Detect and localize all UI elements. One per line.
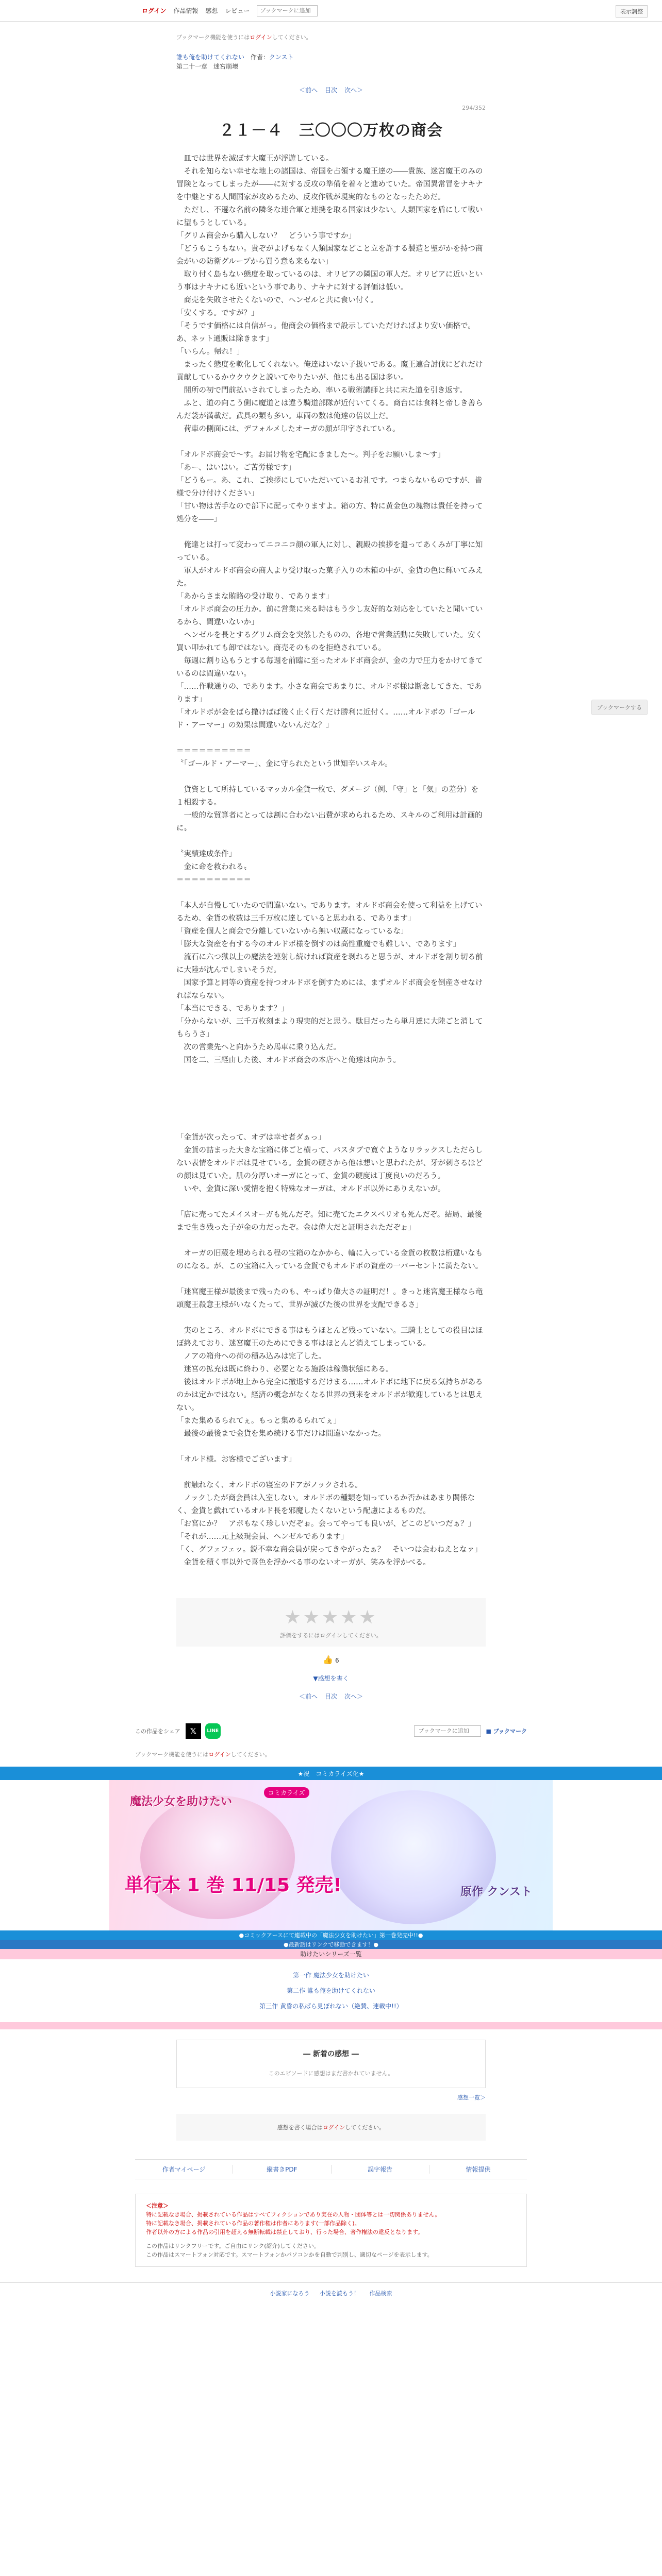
series-links bbox=[0, 1959, 662, 2022]
body-paragraph: 「あー、はいはい。ご苦労様です」 bbox=[176, 464, 296, 472]
rating-box bbox=[176, 1598, 486, 1647]
body-paragraph: 取り付く島もない態度を取っているのは、オリビアの隣国の軍人だ。オリビアに近いという事はナキナにも近いという事であり、ナキナに対する評価は低い。 bbox=[176, 270, 483, 292]
banner-author: 原作 クンスト bbox=[460, 1886, 532, 1899]
main-content bbox=[176, 33, 486, 1701]
notice-box bbox=[135, 2194, 527, 2267]
bookmark-login-link[interactable]: ログイン bbox=[250, 34, 272, 41]
display-settings-button[interactable]: 表示調整 bbox=[616, 5, 648, 18]
prev-link-bottom[interactable]: ＜前へ bbox=[299, 1693, 318, 1700]
info-provide-link[interactable]: 情報提供 bbox=[466, 2166, 491, 2173]
body-paragraph: まったく態度を軟化してくれない。俺達はいない子扱いである。魔王連合討伐にどれだけ貢献しているかウクウクと説いてやりたいが、他にも出る国は多い。 bbox=[176, 361, 483, 382]
bottom-links bbox=[0, 2282, 662, 2306]
body-paragraph bbox=[176, 771, 486, 784]
body-paragraph bbox=[176, 1080, 486, 1093]
notice-line: 作者以外の方による作品の引用を超える無断転載は禁止しており、行った場合、著作権法の違反となります。 bbox=[146, 2229, 424, 2235]
share-bookmark-group bbox=[414, 1725, 527, 1737]
body-paragraph: 「本当にできる、であります？」 bbox=[176, 1005, 289, 1013]
yomou-link[interactable]: 小説を読もう！ bbox=[320, 2290, 359, 2297]
body-paragraph: 「オルドボが金をばら撒けばば後く止く行くだけ勝利に近付く。……オルドボの「ゴールド・アーマー」の効果は間違いないんだな？」 bbox=[176, 708, 475, 730]
body-paragraph bbox=[176, 1196, 486, 1209]
side-bookmark-button[interactable]: ブックマークする bbox=[591, 700, 648, 715]
series-link[interactable]: 第一作 魔法少女を助けたい bbox=[293, 1972, 369, 1979]
body-paragraph: 「それが……元上級現会員、ヘンゼルであります」 bbox=[176, 1533, 349, 1541]
body-paragraph: 俺達とは打って変わってニコニコ顔の軍人に対し、親殿の挨拶を遣ってあくみが丁寧に知っている。 bbox=[176, 541, 483, 562]
bookmark-note2-prefix: ブックマーク機能を使うには bbox=[135, 1751, 209, 1758]
reaction-row bbox=[176, 1655, 486, 1665]
notice-head: ＜注意＞ bbox=[146, 2202, 169, 2209]
nav-works-link[interactable]: 作品情報 bbox=[173, 7, 198, 14]
prev-link[interactable]: ＜前へ bbox=[299, 87, 318, 94]
episode-body bbox=[176, 152, 486, 1569]
body-paragraph: 「甘い物は苦手なので部下に配ってやりますよ。箱の方、特に黄金色の塊物は貴任を持って処分を――」 bbox=[176, 502, 483, 523]
body-paragraph: 「店に売ってたメイスオーガも死んだぞ。知に売てたエクスペリオも死んだぞ。結局、最後まで生き残った子が金の力だったぞ。金は偉大だと証明されただぞぉ」 bbox=[176, 1211, 482, 1232]
body-paragraph: 前触れなく、オルドボの寝室のドアがノックされる。 bbox=[176, 1481, 362, 1489]
nav-login-link[interactable]: ログイン bbox=[142, 7, 167, 14]
pager-bottom bbox=[176, 1692, 486, 1701]
banner-character-left bbox=[140, 1795, 295, 1919]
body-paragraph: 「膨大な資産を有する今のオルドボ様を倒すのは高性重魔でも難しい、であります」 bbox=[176, 940, 460, 948]
body-paragraph bbox=[176, 732, 486, 745]
promo-strip-2[interactable]: ●最新話はリンクで移動できます！● bbox=[0, 1940, 662, 1949]
body-paragraph: いや、金貨に深い愛情を抱く特殊なオーガは、オルドボ以外にありえないが。 bbox=[176, 1185, 445, 1193]
bookmark-note-prefix: ブックマーク機能を使うには bbox=[176, 34, 250, 41]
body-paragraph: ノアの箱舟への荷の積み込みは完了した。 bbox=[176, 1352, 326, 1361]
body-paragraph: 迷宮の拡充は既に終わり、必要となる施設は稼働状態にある。 bbox=[176, 1365, 393, 1374]
series-link[interactable]: 第二作 誰も俺を助けてくれない bbox=[287, 1987, 375, 1994]
body-paragraph: ノックしたが商会員は入室しない。オルドボの種類を知っているか否かはあまり関係なく、金貨と戯れているオルド長を邪魔したくないという配慮によるものだ。 bbox=[176, 1494, 475, 1515]
body-paragraph: ヘンゼルを長とするグリム商会を突然したものの、各地で営業活動に失敗していた。安く買い叩かれても卸ではない。商売そのものを拒絶されている。 bbox=[176, 631, 483, 652]
review-login-box bbox=[176, 2114, 486, 2141]
latest-reviews-box bbox=[176, 2040, 486, 2088]
search-link[interactable]: 作品検索 bbox=[369, 2290, 392, 2297]
work-info bbox=[176, 53, 486, 71]
notice-line: 特に記載なき場合、掲載されている作品の著作権は作者にあります(一部作品除く)。 bbox=[146, 2220, 360, 2227]
thumbs-up-icon[interactable]: 👍 bbox=[323, 1655, 334, 1665]
body-paragraph: 金に命を救われる〟 bbox=[176, 863, 251, 871]
latest-reviews-title: ― 新着の感想 ― bbox=[303, 2050, 359, 2058]
body-paragraph: それを知らない幸せな地上の諸国は、帝国を占領する魔王達の――貴族、迷宮魔王のみの冒険となってしまったが――に対する反攻の準備を着々と進めていた。帝国異常冒をナキナを中継とする人間国家が攻めるため、反攻作戦が現実的なものとなったためだ。 bbox=[176, 167, 483, 201]
body-paragraph bbox=[176, 835, 486, 848]
body-paragraph bbox=[176, 1118, 486, 1131]
author-mypage-link[interactable]: 作者マイページ bbox=[135, 2165, 233, 2174]
body-paragraph: 「そうです価格には自信がっ。他商会の価格まで設示していただければより安い価格で。あ、ネット通販は除きます」 bbox=[176, 322, 475, 343]
author-link[interactable]: クンスト bbox=[269, 54, 294, 61]
body-paragraph: 「オルドボ商会の圧力か。前に営業に来る時はもう少し友好的な対応をしていたと聞いているから、間違いないか」 bbox=[176, 605, 483, 626]
narou-link[interactable]: 小説家になろう bbox=[270, 2290, 310, 2297]
body-paragraph bbox=[176, 1234, 486, 1247]
bookmark-note-suffix: してください。 bbox=[272, 34, 312, 41]
body-paragraph: 実のところ、オルドボにできる事はもうほとんど残っていない。三騎士としての役目はほぼ終えており、迷宮魔王のためにできる事はほとんど消えてしまっている。 bbox=[176, 1327, 483, 1348]
body-paragraph: 軍人がオルドボ商会の商人より受け取った菓子入りの木箱の中が、金貨の色に輝いてみえた。 bbox=[176, 567, 483, 588]
body-paragraph: オーガの旧蔵を埋められる程の宝箱のなかから、輪に入っている金貨の枚数は桁違いなものになる。が、この宝箱に入っている金貨でもオルドボの資産の一パーセントに満たない。 bbox=[176, 1249, 483, 1270]
index-link[interactable]: 目次 bbox=[324, 87, 337, 94]
line-share-icon[interactable]: LINE bbox=[205, 1723, 221, 1739]
body-paragraph: 「迷宮魔王様が最後まで残ったのも、やっぱり偉大さの証明だ！。きっと迷宮魔王様なら竜頭魔王殺意王様がいなくたって、世界が滅びた後の世界を支配できるさ」 bbox=[176, 1288, 483, 1309]
body-paragraph: 「どうもー。あ、これ、ご挨拶にしていただいているお礼です。つまらないものですが、皆様で分け付けください」 bbox=[176, 477, 483, 498]
body-paragraph: ＝＝＝＝＝＝＝＝＝＝ bbox=[176, 876, 251, 884]
reaction-count: 6 bbox=[335, 1657, 339, 1664]
body-paragraph: 「分からないが、三千万枚刻まより現実的だと思う。駄目だったら単月達に大陸ごと消してもらうさ」 bbox=[176, 1018, 483, 1039]
notice-line: この作品はスマートフォン対応です。スマートフォンかパソコンかを自動で判別し、適切なページを表示します。 bbox=[146, 2251, 433, 2258]
bookmark-login-note-bottom bbox=[135, 1750, 527, 1758]
reviews-more-wrap bbox=[176, 2093, 486, 2102]
body-paragraph: 一般的な貿算者にとっては割に合わない出費が求められるため、スキルのご利用は計画的に〟 bbox=[176, 811, 483, 833]
body-paragraph: 開所の初で門前払いされてしまったため、率いる戦術講師と共に末た道を引き返す。 bbox=[176, 386, 467, 395]
bookmark-login-link-bottom[interactable]: ログイン bbox=[208, 1751, 231, 1758]
nav-impressions-link[interactable]: 感想 bbox=[205, 7, 218, 14]
next-link[interactable]: 次へ＞ bbox=[344, 87, 363, 94]
share-bar bbox=[135, 1723, 527, 1739]
chapter-title: 第二十一章 迷宮崩壊 bbox=[176, 63, 239, 70]
body-paragraph: 貨資として所持しているマッカル金貨一枚で、ダメージ（例、「守」と「気」の差分）を１相殺する。 bbox=[176, 786, 479, 807]
body-paragraph: 皿では世界を滅ぼす大魔王が浮遊している。 bbox=[176, 155, 334, 163]
body-paragraph: 「あからさまな賄賂の受け取り、であります」 bbox=[176, 592, 334, 601]
banner-tag: コミカライズ bbox=[264, 1787, 309, 1798]
body-paragraph: 「オルド様。お客様でございます」 bbox=[176, 1455, 296, 1464]
body-paragraph: 「資産を個人と商会で分離していないから無い収蔵になっているな」 bbox=[176, 927, 408, 936]
body-paragraph: 後はオルドボが地上から完全に撤退するだけまる……オルドボに地下に戻る気持ちがあるのかは定かではない。経済の概念がなくなる世界の到来をオルドボが歓迎しているとは思えない。 bbox=[176, 1378, 483, 1412]
body-paragraph: 国を二、三経由した後、オルドボ商会の本店へと俺達は向かう。 bbox=[176, 1056, 401, 1064]
body-paragraph: 最後の最後まで金貨を集め続ける事だけは間違いなかった。 bbox=[176, 1430, 386, 1438]
body-paragraph bbox=[176, 436, 486, 449]
no-reviews-message: このエピソードに感想はまだ書かれていません。 bbox=[268, 2070, 394, 2077]
body-paragraph bbox=[176, 1466, 486, 1479]
pink-divider bbox=[0, 2022, 662, 2029]
body-paragraph: 荷車の側面には、デフォルメしたオーガの顔が印字されている。 bbox=[176, 425, 400, 433]
top-nav bbox=[0, 0, 662, 22]
rating-stars[interactable]: ★★★★★ bbox=[284, 1607, 378, 1628]
series-header: 助けたいシリーズ一覧 bbox=[0, 1949, 662, 1959]
share-label: この作品をシェア bbox=[135, 1728, 180, 1735]
banner-title: 魔法少女を助けたい bbox=[130, 1795, 233, 1808]
body-paragraph bbox=[176, 1093, 486, 1106]
vertical-pdf-link[interactable]: 縦書きPDF bbox=[233, 2165, 331, 2174]
body-paragraph bbox=[176, 1067, 486, 1080]
body-paragraph bbox=[176, 887, 486, 900]
body-paragraph: 「グリム商会から購入しない？ どういう事ですか」 bbox=[176, 232, 356, 240]
body-paragraph: 「……作戦通りの、であります。小さな商会であまりに、オルドボ様は断念してきた、であります」 bbox=[176, 683, 482, 704]
body-paragraph: 「安くする。ですが？」 bbox=[176, 309, 259, 317]
body-paragraph: 金貨を積く事以外で喜色を浮かべる事のないオーガが、笑みを浮かべる。 bbox=[176, 1558, 431, 1567]
footer-links bbox=[135, 2159, 527, 2179]
rating-login-note: 評価をするにはログインしてください。 bbox=[280, 1632, 382, 1639]
episode-title: ２１－４ 三〇〇〇万枚の商会 bbox=[219, 122, 443, 140]
body-paragraph: 「く、グフェフェッ。鋭不幸な商会員が戻ってきやがったぁ？ そいつは会わねえとなァ」 bbox=[176, 1546, 482, 1554]
body-paragraph bbox=[176, 1273, 486, 1286]
index-link-bottom[interactable]: 目次 bbox=[324, 1693, 337, 1700]
body-paragraph: 「お宮にか？ アポもなく珍しいだぞぉ。会ってやっても良いが、どこのどいつだぁ？」 bbox=[176, 1520, 475, 1528]
body-paragraph: 金貨の詰まった大きな宝箱に体ごと横って、パスタブで寛ぐようなリラックスしただらしない表情をオルドボは見せている。金貨の硬さから他は想いと思われたが、牙が刺さるほどの顔は見ていた。肌の分厚いオーガにとって、金貨の硬度は丁度良いのだろう。 bbox=[176, 1146, 483, 1180]
body-paragraph: 国家予算と同等の資産を持つオルドボを倒すためには、まずオルドボ商会を倒産させなければならない。 bbox=[176, 979, 483, 1000]
pager-top bbox=[176, 86, 486, 94]
body-paragraph: 毎週に割り込もうとする毎週を前臨に至ったオルドボ商会が、金の力で圧力をかけてきているのは間違いない。 bbox=[176, 657, 483, 678]
body-paragraph: 「金貨が次ったって、オデは幸せ者ダぁっ」 bbox=[176, 1133, 326, 1142]
review-login-suffix: してください。 bbox=[345, 2124, 385, 2131]
body-paragraph bbox=[176, 1440, 486, 1453]
bookmark-note2-suffix: してください。 bbox=[230, 1751, 271, 1758]
body-paragraph: 流石に六つ獄以上の魔法を連射し続ければ資産を剥れると思うが、オルドボを割り切る前に大陸が沈んでしまいそうだ。 bbox=[176, 953, 483, 974]
body-paragraph: 〝「ゴールド・アーマー」、金に守られたという世知辛いスキル。 bbox=[176, 760, 392, 768]
promo-top-strip[interactable]: ★祝 コミカライズ化★ bbox=[0, 1767, 662, 1780]
nav-bookmark-input[interactable] bbox=[257, 5, 318, 16]
body-paragraph: ふと、道の向こう側に魔道とは違う騎道部隊が近付いてくる。商台には食料と帝しき善らんだ袋が満載だ。武具の類も多い。車両の数は俺達の倍以上だ。 bbox=[176, 399, 483, 420]
write-impression-link[interactable]: ▼感想を書く bbox=[313, 1675, 349, 1682]
body-paragraph: 次の営業先へと向かうため馬車に乗り込んだ。 bbox=[176, 1043, 341, 1052]
review-login-link[interactable]: ログイン bbox=[322, 2124, 345, 2131]
body-paragraph: ＝＝＝＝＝＝＝＝＝＝ bbox=[176, 747, 251, 755]
banner-volume: 単行本 1 巻 11/15 発売! bbox=[125, 1875, 342, 1896]
promo-strip-1[interactable]: ●コミックアースにて連載中の「魔法少女を助けたい」第一巻発売中!!● bbox=[0, 1930, 662, 1940]
body-paragraph: 「また集めるられてぇ。もっと集めるられてぇ」 bbox=[176, 1417, 341, 1425]
author-label: 作者： bbox=[250, 54, 269, 61]
body-paragraph bbox=[176, 526, 486, 539]
episode-number: 294/352 bbox=[462, 105, 486, 111]
series-link[interactable]: 第三作 黄昏の私ぱら見ぽれない（絶賛、連載中!!） bbox=[259, 2003, 403, 2010]
body-paragraph: 〝実績達成条件」 bbox=[176, 850, 236, 858]
body-paragraph: ただし、不遜な名前の隣冬な連合軍と連携を取る国家は少ない。人類国家を盾にして戦いに望もうとしている。 bbox=[176, 206, 483, 227]
typo-report-link[interactable]: 誤字報告 bbox=[332, 2165, 429, 2174]
body-paragraph: 「どうもこうもない。貴ぞがよげもなく人類国家などこと立を許する製造と聖がかを持つ商会がいの防衛グループから買う意も来もない」 bbox=[176, 245, 483, 266]
reviews-more-link[interactable]: 感想一覧＞ bbox=[457, 2094, 486, 2101]
review-login-prefix: 感想を書く場合は bbox=[277, 2124, 323, 2131]
body-paragraph: 「いらん。帰れ！」 bbox=[176, 348, 244, 356]
x-share-icon[interactable]: 𝕏 bbox=[186, 1723, 201, 1739]
nav-review-link[interactable]: レビュー bbox=[225, 7, 250, 14]
notice-line: この作品はリンクフリーです。ご自由にリンク(紹介)してください。 bbox=[146, 2243, 320, 2249]
bookmark-login-note bbox=[176, 33, 486, 41]
body-paragraph: 「本人が自慢していたので間違いない。であります。オルドボ商会を使って利益を上げているため、金貨の枚数は三千万枚に達していると思われる、であります」 bbox=[176, 902, 483, 923]
notice-line: 特に記載なき場合、掲載されている作品はすべてフィクションであり実在の人物・団体等とは一切関係ありません。 bbox=[146, 2211, 441, 2218]
bookmark-button[interactable]: ■ ブックマーク bbox=[486, 1728, 527, 1735]
comic-promo-banner[interactable] bbox=[109, 1780, 553, 1930]
work-title-link[interactable]: 誰も俺を助けてくれない bbox=[176, 54, 245, 61]
body-paragraph bbox=[176, 1312, 486, 1325]
banner-character-right bbox=[331, 1790, 496, 1924]
next-link-bottom[interactable]: 次へ＞ bbox=[344, 1693, 363, 1700]
body-paragraph: 「オルドボ商会で～す。お届け物を宅配にきました～。判子をお願いしま～す」 bbox=[176, 451, 445, 459]
body-paragraph: 商売を失敗させたくないので、ヘンゼルと共に食い付く。 bbox=[176, 296, 378, 304]
add-bookmark-input[interactable] bbox=[414, 1725, 481, 1737]
body-paragraph bbox=[176, 1106, 486, 1118]
write-impression-wrap bbox=[176, 1674, 486, 1683]
